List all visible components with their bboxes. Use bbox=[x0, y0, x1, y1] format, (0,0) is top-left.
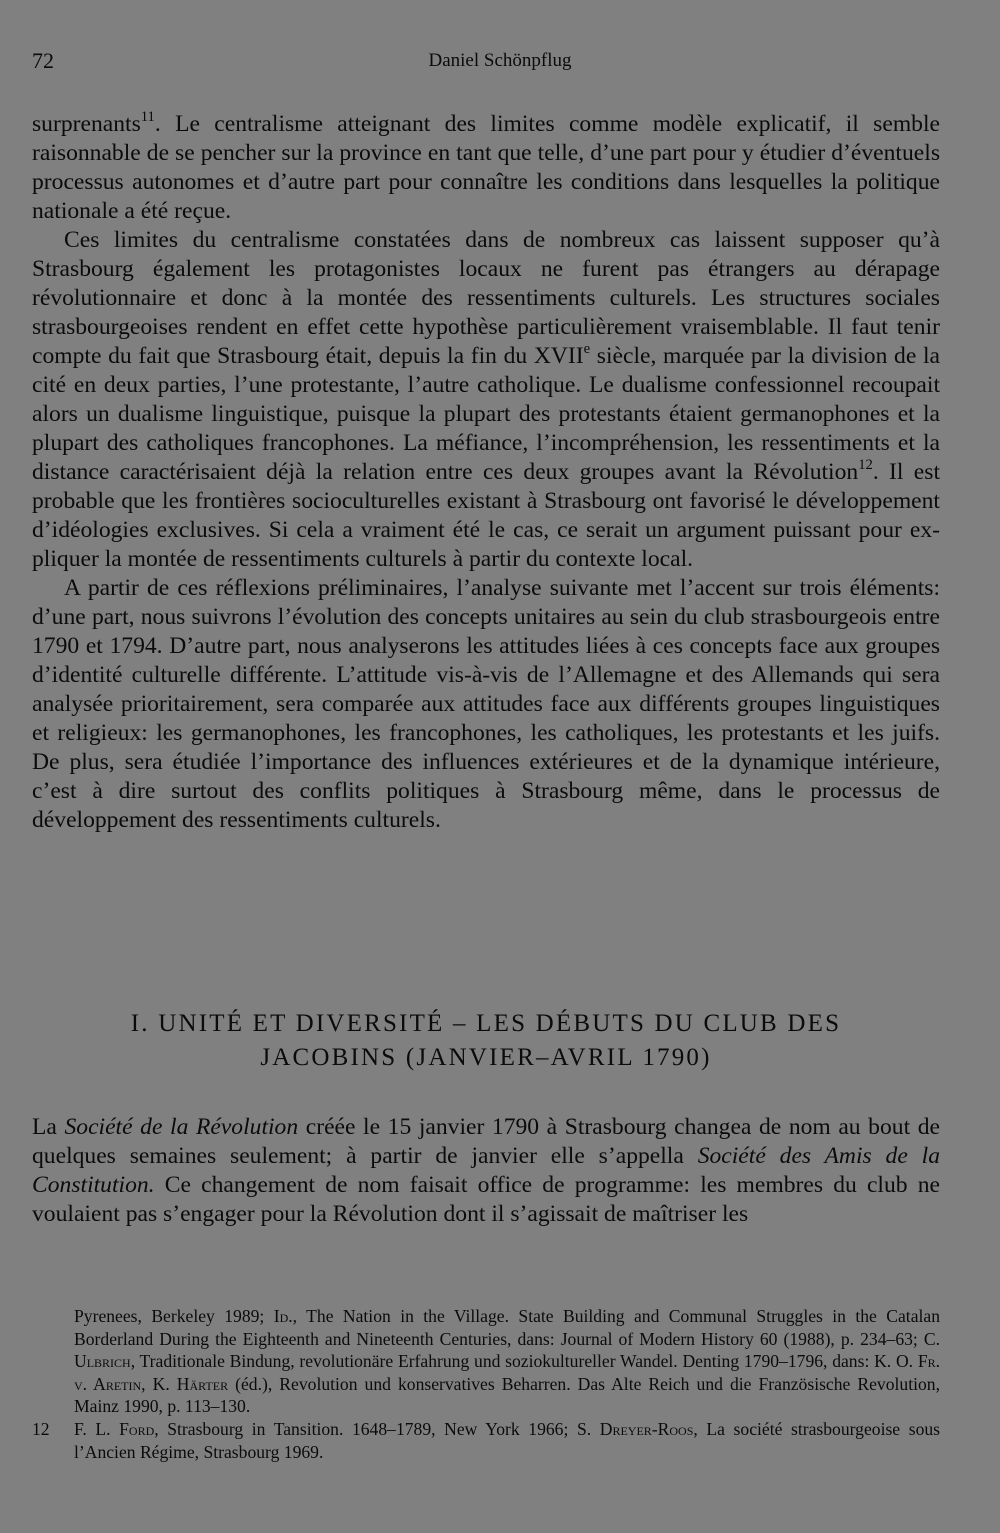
paragraph-centralisme-limits: Ces limites du centralisme constatées dans de nombreux cas laissent supposer qu’à Strasbourg également les protagonistes locaux ne furent pas étrangers au dérapage révolutionnaire et donc à la montée des ressentiments culturels. Les structures sociales strasbourgeoises rendent en effet cette hypothèse particulièrement vraisemblable. Il faut tenir compte du fait que Strasbourg était, depuis la fin du XVIIe siècle, marquée par la division de la cité en deux parties, l’une protestante, l’autre catholique. Le dualisme confessionnel recoupait alors un dualisme linguistique, puisque la plupart des protestants étaient germanophones et la plupart des catholiques francophones. La méfiance, l’incompréhension, les ressentiments et la distance caractérisaient déjà la relation entre ces deux groupes avant la Révolution$^{12}$. Il est probable que les frontières socioculturelles existant à Strasbourg ont favorisé le développement d’idéologies exclusives. Si cela a vraiment été le cas, ce serait un argument puissant pour expliquer la montée de ressentiments culturels à partir du contexte local. bbox=[32, 227, 940, 572]
section-heading-line-2: JACOBINS (JANVIER–AVRIL 1790) bbox=[260, 1044, 712, 1071]
paragraph-analysis-plan: A partir de ces réflexions préliminaires, l’analyse suivante met l’accent sur trois éléments: d’une part, nous suivrons l’évolution des concepts unitaires au sein du club strasbourgeois entre 1790 et 1794. D’autre part, nous analyserons les attitudes liées à ces concepts face aux groupes d’identité culturelle différente. L’attitude vis-à-vis de l’Allemagne et des Allemands qui sera analysée prioritairement, sera comparée aux attitudes face aux différents groupes linguistiques et religieux: les germanophones, les francophones, les catholiques, les protestants et les juifs. De plus, sera étudiée l’importance des influences extérieures et de la dynamique intérieure, c’est à dire surtout des conflits politiques à Strasbourg même, dans le processus de développement des ressentiments culturels. bbox=[32, 575, 940, 833]
footnote-ref-12: 12 bbox=[858, 456, 873, 473]
footnote-number: 12 bbox=[32, 1418, 50, 1439]
footnotes bbox=[32, 1305, 940, 1463]
section-heading bbox=[32, 1007, 940, 1075]
superscript-e: e bbox=[583, 340, 591, 357]
footnote-continuation: Pyrenees, Berkeley 1989; Id., The Nation in the Village. State Building and Communal Struggles in the Catalan Borderland During the Eighteenth and Nineteenth Centuries, dans: Journal of Modern History 60 (1988), p. 234–63; C. Ulbrich, Traditionale Bindung, revolutionäre Erfahrung und soziokultureller Wandel. Denting 1790–1796, dans: K. O. Fr. v. Aretin, K. Härter (éd.), Revolution und konservatives Beharren. Das Alte Reich und die Französische Revolution, Mainz 1990, p. 113–130. bbox=[74, 1306, 940, 1417]
intro-text bbox=[32, 110, 940, 835]
section-heading-line-1: I. UNITÉ ET DIVERSITÉ – LES DÉBUTS DU CLUB DES bbox=[130, 1010, 842, 1037]
section-text bbox=[32, 1113, 940, 1229]
page-header bbox=[32, 48, 968, 78]
page-number: 72 bbox=[32, 48, 54, 73]
footnote-12: 12 F. L. Ford, Strasbourg in Tansition. 1648–1789, New York 1966; S. Dreyer-Roos, La société strasbourgeoise sous l’Ancien Régime, Strasbourg 1969. bbox=[32, 1418, 941, 1462]
italic-society-name-2: Société des Amis de la Constitution. bbox=[32, 1143, 941, 1198]
paragraph-societe: La Société de la Révolution créée le 15 janvier 1790 à Strasbourg changea de nom au bout de quelques semaines seulement; à partir de janvier elle s’appella Société des Amis de la Constitution. Ce changement de nom faisait office de programme: les membres du club ne voulaient pas s’engager pour la Révolution dont il s’agissait de maîtriser les bbox=[32, 1114, 941, 1227]
italic-society-name: Société de la Révolution bbox=[64, 1114, 299, 1140]
paragraph-continuation: surprenants$^{11}$. Le centralisme atteignant des limites comme modèle explicatif, il semble raisonnable de se pencher sur la province en tant que telle, d’une part pour y étudier d’éventuels processus autonomes et d’autre part pour connaître les conditions dans lesquelles la politique nationale a été reçue. bbox=[32, 108, 940, 224]
footnote-ref-11: 11 bbox=[140, 108, 155, 125]
running-head: Daniel Schönpflug bbox=[428, 50, 572, 71]
